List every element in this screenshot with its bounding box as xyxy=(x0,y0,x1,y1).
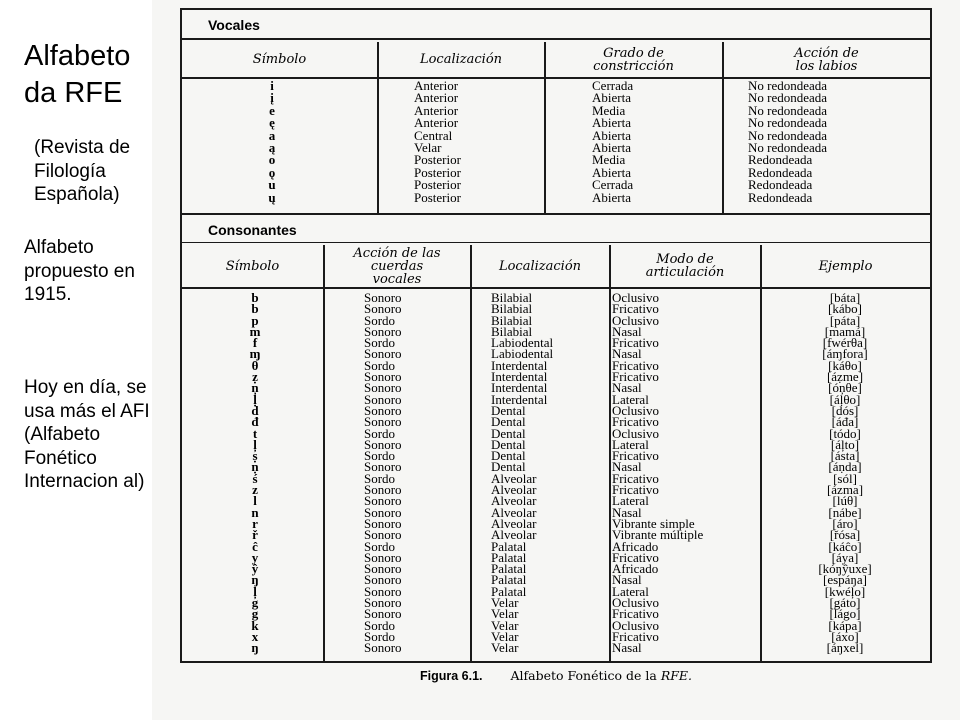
vowel-symbol-cell: e xyxy=(269,102,275,118)
consonant-modo-cell: Nasal xyxy=(612,459,642,475)
consonant-symbol-cell: l xyxy=(253,493,257,509)
consonant-modo-cell: Fricativo xyxy=(612,628,659,644)
vowel-localizacion-cell: Velar xyxy=(414,139,442,155)
consonant-symbol-cell: θ xyxy=(251,357,259,373)
consonant-cuerdas-cell: Sordo xyxy=(364,425,396,441)
consonant-cuerdas-cell: Sonoro xyxy=(364,493,402,509)
vowel-symbol-cell: i xyxy=(270,78,274,93)
consonant-ejemplo-cell: [kápa] xyxy=(828,617,862,633)
consonant-cuerdas-cell: Sonoro xyxy=(364,640,402,656)
consonant-ejemplo-cell: [áxo] xyxy=(831,628,859,644)
consonant-symbol-cell: đ xyxy=(251,414,259,430)
consonant-ejemplo-cell: [gáto] xyxy=(829,595,861,611)
consonant-cuerdas-cell: Sonoro xyxy=(364,606,402,622)
vowel-grado-cell: Abierta xyxy=(592,139,631,155)
consonant-localizacion-cell: Dental xyxy=(491,425,526,441)
consonant-localizacion-cell: Velar xyxy=(491,617,519,633)
consonant-localizacion-cell: Alveolar xyxy=(491,515,537,531)
consonant-localizacion-cell: Dental xyxy=(491,414,526,430)
consonant-symbol-cell: b xyxy=(251,290,259,305)
consonant-modo-cell: Nasal xyxy=(612,504,642,520)
consonant-modo-cell: Lateral xyxy=(612,391,649,407)
consonant-ejemplo-cell: [tódo] xyxy=(829,425,861,441)
consonant-symbol-cell: b xyxy=(251,301,259,317)
consonant-ejemplo-cell: [espáŋa] xyxy=(823,572,867,588)
consonant-cuerdas-cell: Sordo xyxy=(364,335,396,351)
consonant-cuerdas-cell: Sonoro xyxy=(364,402,402,418)
consonant-ejemplo-cell: [fwérθa] xyxy=(822,335,868,351)
consonant-modo-cell: Fricativo xyxy=(612,470,659,486)
consonants-header-divider xyxy=(182,287,930,289)
vowels-grado-column xyxy=(592,80,717,204)
consonant-localizacion-cell: Velar xyxy=(491,595,519,611)
consonant-modo-cell: Oclusivo xyxy=(612,595,659,611)
consonants-header-cuerdas: Acción de las cuerdas vocales xyxy=(353,245,441,287)
consonant-localizacion-cell: Alveolar xyxy=(491,470,537,486)
consonant-modo-cell: Fricativo xyxy=(612,335,659,351)
consonant-localizacion-cell: Alveolar xyxy=(491,504,537,520)
consonant-symbol-cell: x xyxy=(251,628,259,644)
vowel-labios-cell: No redondeada xyxy=(748,102,828,118)
consonants-col-divider xyxy=(323,245,325,661)
consonant-localizacion-cell: Palatal xyxy=(491,583,527,599)
consonant-cuerdas-cell: Sonoro xyxy=(364,549,402,565)
consonant-modo-cell: Fricativo xyxy=(612,301,659,317)
vowel-grado-cell: Cerrada xyxy=(592,78,634,93)
figure-caption xyxy=(152,663,960,689)
vowel-grado-cell: Abierta xyxy=(592,189,631,205)
vowel-symbol-cell: ų xyxy=(268,189,276,205)
consonant-cuerdas-cell: Sordo xyxy=(364,448,396,464)
consonant-symbol-cell: p xyxy=(251,312,259,328)
consonant-ejemplo-cell: [áẓme] xyxy=(826,369,864,385)
consonant-modo-cell: Lateral xyxy=(612,436,649,452)
consonant-cuerdas-cell: Sonoro xyxy=(364,414,402,430)
consonant-symbol-cell: ŋ xyxy=(251,640,259,656)
vowel-localizacion-cell: Posterior xyxy=(414,152,461,168)
vowel-symbol-cell: o xyxy=(268,152,276,168)
consonant-cuerdas-cell: Sonoro xyxy=(364,459,402,475)
consonant-symbol-cell: ṇ xyxy=(251,459,259,475)
consonant-modo-cell: Nasal xyxy=(612,640,642,656)
consonant-localizacion-cell: Palatal xyxy=(491,572,527,588)
consonant-cuerdas-cell: Sordo xyxy=(364,312,396,328)
consonant-localizacion-cell: Bilabial xyxy=(491,301,533,317)
consonant-modo-cell: Africado xyxy=(612,561,659,577)
consonant-modo-cell: Nasal xyxy=(612,572,642,588)
consonant-localizacion-cell: Dental xyxy=(491,448,526,464)
consonant-cuerdas-cell: Sonoro xyxy=(364,391,402,407)
consonant-symbol-cell: n xyxy=(251,504,259,520)
consonant-ejemplo-cell: [lágo] xyxy=(829,606,861,622)
consonant-localizacion-cell: Dental xyxy=(491,436,526,452)
consonant-ejemplo-cell: [lúθ] xyxy=(832,493,858,509)
vowel-symbol-cell: ǫ xyxy=(268,164,276,180)
consonant-ejemplo-cell: [áŋxel] xyxy=(826,640,864,656)
vowel-grado-cell: Abierta xyxy=(592,164,631,180)
consonant-ejemplo-cell: [nábe] xyxy=(828,504,862,520)
vowel-symbol-cell: į xyxy=(270,90,274,106)
vowel-localizacion-cell: Anterior xyxy=(414,78,459,93)
consonant-localizacion-cell: Interdental xyxy=(491,391,548,407)
consonant-modo-cell: Oclusivo xyxy=(612,290,659,305)
consonants-localizacion-column xyxy=(491,292,606,654)
consonant-ejemplo-cell: [áđa] xyxy=(831,414,859,430)
consonant-ejemplo-cell: [báta] xyxy=(829,290,861,305)
consonant-modo-cell: Nasal xyxy=(612,346,642,362)
consonant-ejemplo-cell: [káĉo] xyxy=(828,538,862,554)
vowel-labios-cell: Redondeada xyxy=(748,177,813,193)
consonant-ejemplo-cell: [káθo] xyxy=(828,357,862,373)
consonant-ejemplo-cell: [áro] xyxy=(832,515,858,531)
consonant-modo-cell: Fricativo xyxy=(612,369,659,385)
consonant-modo-cell: Fricativo xyxy=(612,357,659,373)
consonant-ejemplo-cell: [dós] xyxy=(831,402,859,418)
vowel-labios-cell: No redondeada xyxy=(748,139,828,155)
consonants-header-localizacion: Localización xyxy=(498,258,582,274)
consonant-ejemplo-cell: [ázma] xyxy=(826,482,864,498)
vowel-labios-cell: No redondeada xyxy=(748,115,828,131)
consonant-localizacion-cell: Dental xyxy=(491,459,526,475)
consonant-localizacion-cell: Interdental xyxy=(491,357,548,373)
consonant-localizacion-cell: Palatal xyxy=(491,549,527,565)
consonant-symbol-cell: ṣ xyxy=(252,448,258,464)
vowel-labios-cell: Redondeada xyxy=(748,164,813,180)
consonant-cuerdas-cell: Sordo xyxy=(364,357,396,373)
consonant-ejemplo-cell: [kábo] xyxy=(828,301,862,317)
consonant-cuerdas-cell: Sonoro xyxy=(364,595,402,611)
vowel-grado-cell: Media xyxy=(592,102,626,118)
consonants-ejemplo-column xyxy=(764,292,926,654)
slide-title: Alfabeto da RFE xyxy=(24,40,131,109)
vowel-grado-cell: Abierta xyxy=(592,90,631,106)
consonant-symbol-cell: ɱ xyxy=(249,346,261,362)
consonant-symbol-cell: y xyxy=(251,549,259,565)
consonants-header-modo: Modo de articulación xyxy=(645,252,725,280)
consonant-ejemplo-cell: [řósa] xyxy=(829,527,861,543)
consonant-cuerdas-cell: Sonoro xyxy=(364,482,402,498)
vowel-localizacion-cell: Posterior xyxy=(414,189,461,205)
vowels-labios-column xyxy=(748,80,923,204)
consonant-symbol-cell: ẓ xyxy=(252,369,258,385)
consonant-modo-cell: Fricativo xyxy=(612,448,659,464)
consonant-symbol-cell: ř xyxy=(252,527,258,543)
consonant-ejemplo-cell: [páta] xyxy=(829,312,861,328)
consonant-localizacion-cell: Alveolar xyxy=(491,493,537,509)
consonant-cuerdas-cell: Sonoro xyxy=(364,572,402,588)
consonant-symbol-cell: ḷ xyxy=(253,391,257,407)
vowel-localizacion-cell: Posterior xyxy=(414,177,461,193)
vowel-grado-cell: Abierta xyxy=(592,127,631,143)
consonant-ejemplo-cell: [sól] xyxy=(833,470,857,486)
slide-subtitle: (Revista de Filología Española) xyxy=(34,137,131,205)
figure-caption-label: Figura 6.1. xyxy=(419,669,483,683)
consonant-symbol-cell: r xyxy=(252,515,258,531)
vowel-grado-cell: Media xyxy=(592,152,626,168)
consonant-localizacion-cell: Interdental xyxy=(491,380,548,396)
consonant-symbol-cell: f xyxy=(252,335,258,351)
consonant-cuerdas-cell: Sonoro xyxy=(364,369,402,385)
consonant-modo-cell: Africado xyxy=(612,538,659,554)
consonant-ejemplo-cell: [áɱfora] xyxy=(822,346,868,362)
scanned-figure xyxy=(152,0,960,720)
consonant-symbol-cell: ņ xyxy=(251,380,259,396)
consonant-cuerdas-cell: Sonoro xyxy=(364,515,402,531)
consonant-modo-cell: Fricativo xyxy=(612,549,659,565)
consonant-localizacion-cell: Palatal xyxy=(491,538,527,554)
consonant-symbol-cell: ś xyxy=(252,470,258,486)
consonant-modo-cell: Lateral xyxy=(612,493,649,509)
consonant-cuerdas-cell: Sordo xyxy=(364,617,396,633)
consonant-localizacion-cell: Palatal xyxy=(491,561,527,577)
vowel-localizacion-cell: Central xyxy=(414,127,453,143)
consonant-ejemplo-cell: [áya] xyxy=(831,549,859,565)
vowel-labios-cell: No redondeada xyxy=(748,127,828,143)
consonant-symbol-cell: m xyxy=(249,323,261,339)
consonant-symbol-cell: z xyxy=(252,482,258,498)
slide-proposed-note: Alfabeto propuesto en 1915. xyxy=(24,237,135,305)
consonants-header-ejemplo: Ejemplo xyxy=(818,258,873,274)
consonant-symbol-cell: t xyxy=(252,425,258,441)
consonant-symbol-cell: g xyxy=(251,595,259,611)
consonant-symbol-cell: ļ xyxy=(253,583,257,599)
consonant-localizacion-cell: Labiodental xyxy=(491,346,554,362)
consonant-ejemplo-cell: [ásta] xyxy=(830,448,860,464)
consonant-symbol-cell: ĉ xyxy=(252,538,258,554)
vowels-header-grado: Grado de constricción xyxy=(593,45,674,74)
consonant-localizacion-cell: Velar xyxy=(491,628,519,644)
consonant-localizacion-cell: Alveolar xyxy=(491,482,537,498)
consonant-modo-cell: Nasal xyxy=(612,380,642,396)
consonant-ejemplo-cell: [óņθe] xyxy=(828,380,862,396)
consonant-modo-cell: Oclusivo xyxy=(612,402,659,418)
consonant-cuerdas-cell: Sonoro xyxy=(364,301,402,317)
consonant-ejemplo-cell: [áļto] xyxy=(830,436,860,452)
consonant-ejemplo-cell: [kóŋŷuxe] xyxy=(818,561,872,577)
consonant-modo-cell: Fricativo xyxy=(612,414,659,430)
consonant-modo-cell: Vibrante simple xyxy=(612,515,695,531)
vowel-symbol-cell: ą xyxy=(268,139,276,155)
slide-today-note: Hoy en día, se usa más el AFI (Alfabeto Fonético Internacion al) xyxy=(24,377,150,492)
consonant-cuerdas-cell: Sonoro xyxy=(364,504,402,520)
consonants-header-simbolo: Símbolo xyxy=(225,258,280,274)
consonant-modo-cell: Fricativo xyxy=(612,482,659,498)
consonants-col-divider xyxy=(470,245,472,661)
vowels-header-simbolo: Símbolo xyxy=(252,52,307,67)
consonant-localizacion-cell: Bilabial xyxy=(491,290,533,305)
consonant-cuerdas-cell: Sordo xyxy=(364,538,396,554)
consonant-localizacion-cell: Bilabial xyxy=(491,323,533,339)
vowel-labios-cell: No redondeada xyxy=(748,78,828,93)
consonants-cuerdas-column xyxy=(364,292,464,654)
consonant-symbol-cell: ŋ xyxy=(251,572,259,588)
consonant-cuerdas-cell: Sonoro xyxy=(364,323,402,339)
consonant-modo-cell: Nasal xyxy=(612,323,642,339)
consonant-cuerdas-cell: Sonoro xyxy=(364,380,402,396)
consonant-localizacion-cell: Interdental xyxy=(491,369,548,385)
consonant-ejemplo-cell: [mamá] xyxy=(824,323,866,339)
consonant-localizacion-cell: Alveolar xyxy=(491,527,537,543)
vowel-localizacion-cell: Posterior xyxy=(414,164,461,180)
slide-text-panel xyxy=(0,0,152,720)
consonant-ejemplo-cell: [áṇda] xyxy=(828,459,862,475)
consonant-modo-cell: Vibrante múltiple xyxy=(612,527,704,543)
consonant-cuerdas-cell: Sonoro xyxy=(364,436,402,452)
consonant-symbol-cell: d xyxy=(251,402,259,418)
consonant-cuerdas-cell: Sonoro xyxy=(364,561,402,577)
vowel-symbol-cell: ę xyxy=(269,115,275,131)
vowel-grado-cell: Abierta xyxy=(592,115,631,131)
consonants-col-divider xyxy=(609,245,611,661)
consonant-modo-cell: Fricativo xyxy=(612,606,659,622)
consonant-symbol-cell: ŷ xyxy=(251,561,259,577)
figure-caption-em: RFE. xyxy=(660,668,693,683)
consonant-cuerdas-cell: Sonoro xyxy=(364,583,402,599)
vowels-localizacion-column xyxy=(414,80,539,204)
vowel-labios-cell: No redondeada xyxy=(748,90,828,106)
consonant-cuerdas-cell: Sonoro xyxy=(364,346,402,362)
vowel-localizacion-cell: Anterior xyxy=(414,90,459,106)
consonant-cuerdas-cell: Sordo xyxy=(364,470,396,486)
consonants-section-title: Consonantes xyxy=(182,213,930,243)
vowel-localizacion-cell: Anterior xyxy=(414,102,459,118)
figure-caption-text: Alfabeto Fonético de la xyxy=(510,668,657,683)
consonant-modo-cell: Oclusivo xyxy=(612,425,659,441)
vowel-localizacion-cell: Anterior xyxy=(414,115,459,131)
vowels-symbol-column xyxy=(257,80,287,204)
vowels-header-localizacion: Localización xyxy=(419,52,503,67)
consonant-cuerdas-cell: Sonoro xyxy=(364,527,402,543)
consonant-cuerdas-cell: Sonoro xyxy=(364,290,402,305)
consonants-modo-column xyxy=(612,292,758,654)
consonant-localizacion-cell: Velar xyxy=(491,606,519,622)
consonant-modo-cell: Lateral xyxy=(612,583,649,599)
consonant-ejemplo-cell: [áḷθo] xyxy=(829,391,861,407)
vowel-grado-cell: Cerrada xyxy=(592,177,634,193)
vowel-symbol-cell: a xyxy=(268,127,276,143)
rfe-alphabet-table xyxy=(180,8,932,663)
consonant-symbol-cell: ļ xyxy=(253,436,257,452)
vowel-labios-cell: Redondeada xyxy=(748,189,813,205)
consonant-cuerdas-cell: Sordo xyxy=(364,628,396,644)
consonant-ejemplo-cell: [kwéļo] xyxy=(824,583,866,599)
consonant-modo-cell: Oclusivo xyxy=(612,617,659,633)
consonant-symbol-cell: k xyxy=(251,617,259,633)
consonants-col-divider xyxy=(760,245,762,661)
vowel-symbol-cell: u xyxy=(268,177,276,193)
consonant-modo-cell: Oclusivo xyxy=(612,312,659,328)
vowel-labios-cell: Redondeada xyxy=(748,152,813,168)
consonant-localizacion-cell: Dental xyxy=(491,402,526,418)
vowels-header-labios: Acción de los labios xyxy=(794,45,859,74)
consonant-symbol-cell: g xyxy=(251,606,259,622)
vowels-section-title: Vocales xyxy=(182,10,930,40)
consonants-symbol-column xyxy=(240,292,270,654)
consonant-localizacion-cell: Velar xyxy=(491,640,519,656)
consonant-localizacion-cell: Bilabial xyxy=(491,312,533,328)
consonant-localizacion-cell: Labiodental xyxy=(491,335,554,351)
